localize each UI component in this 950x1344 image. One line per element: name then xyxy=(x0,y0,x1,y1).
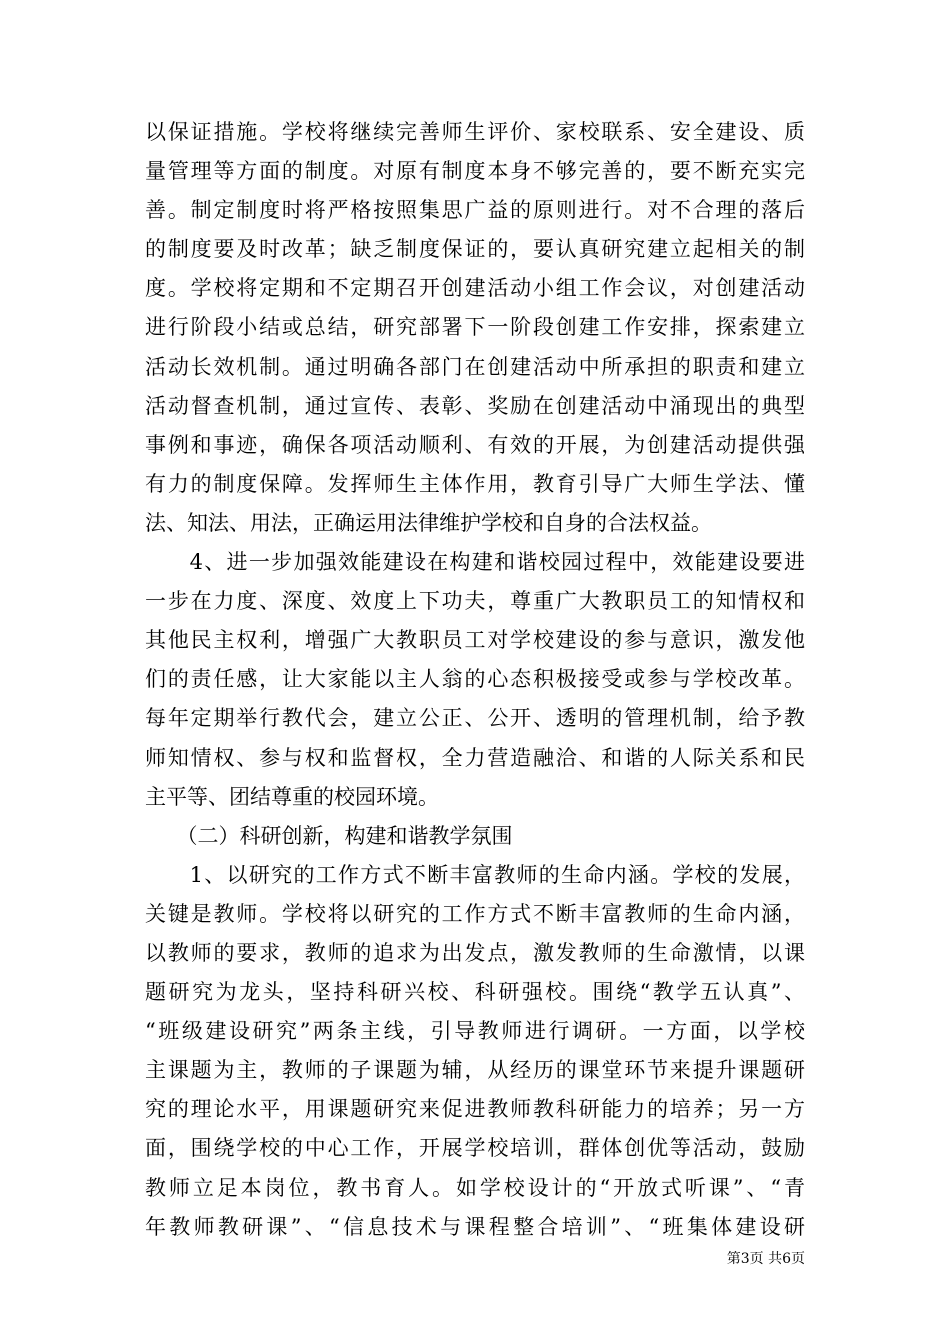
body-line-3: 善。制定制度时将严格按照集思广益的原则进行。对不合理的落后 xyxy=(145,198,805,222)
body-line-27: 面，围绕学校的中心工作，开展学校培训，群体创优等活动，鼓励 xyxy=(145,1136,805,1160)
body-line-6: 进行阶段小结或总结，研究部署下一阶段创建工作安排，探索建立 xyxy=(145,315,805,339)
body-line-9: 事例和事迹，确保各项活动顺利、有效的开展，为创建活动提供强 xyxy=(145,433,805,457)
body-line-29: 年教师教研课”、“信息技术与课程整合培训”、“班集体建设研 xyxy=(145,1215,805,1239)
body-line-8: 活动督查机制，通过宣传、表彰、奖励在创建活动中涌现出的典型 xyxy=(145,394,805,418)
body-line-12: 4、进一步加强效能建设在构建和谐校园过程中，效能建设要进 xyxy=(145,550,805,574)
body-line-20: 1、以研究的工作方式不断丰富教师的生命内涵。学校的发展， xyxy=(145,863,805,887)
body-line-21: 关键是教师。学校将以研究的工作方式不断丰富教师的生命内涵， xyxy=(145,902,805,926)
body-line-15: 们的责任感，让大家能以主人翁的心态积极接受或参与学校改革。 xyxy=(145,667,805,691)
page-number-footer: 第3页 共6页 xyxy=(726,1251,805,1267)
body-line-26: 究的理论水平，用课题研究来促进教师教科研能力的培养；另一方 xyxy=(145,1097,805,1121)
body-line-22: 以教师的要求，教师的追求为出发点，激发教师的生命激情，以课 xyxy=(145,941,805,965)
body-line-16: 每年定期举行教代会，建立公正、公开、透明的管理机制，给予教 xyxy=(145,706,805,730)
body-line-17: 师知情权、参与权和监督权，全力营造融洽、和谐的人际关系和民 xyxy=(145,746,805,770)
body-line-14: 其他民主权利，增强广大教职员工对学校建设的参与意识，激发他 xyxy=(145,628,805,652)
body-line-25: 主课题为主，教师的子课题为辅，从经历的课堂环节来提升课题研 xyxy=(145,1058,805,1082)
body-line-23: 题研究为龙头，坚持科研兴校、科研强校。围绕“教学五认真”、 xyxy=(145,980,805,1004)
body-line-4: 的制度要及时改革；缺乏制度保证的，要认真研究建立起相关的制 xyxy=(145,237,805,261)
body-line-5: 度。学校将定期和不定期召开创建活动小组工作会议，对创建活动 xyxy=(145,276,805,300)
body-line-7: 活动长效机制。通过明确各部门在创建活动中所承担的职责和建立 xyxy=(145,355,805,379)
body-line-1: 以保证措施。学校将继续完善师生评价、家校联系、安全建设、质 xyxy=(145,120,805,144)
body-line-13: 一步在力度、深度、效度上下功夫，尊重广大教职员工的知情权和 xyxy=(145,589,805,613)
body-line-28: 教师立足本岗位，教书育人。如学校设计的“开放式听课”、“青 xyxy=(145,1176,805,1200)
body-line-11: 法、知法、用法，正确运用法律维护学校和自身的合法权益。 xyxy=(145,511,712,535)
section-heading: （二）科研创新，构建和谐教学氛围 xyxy=(145,824,513,848)
body-line-2: 量管理等方面的制度。对原有制度本身不够完善的，要不断充实完 xyxy=(145,159,805,183)
body-line-24: “班级建设研究”两条主线，引导教师进行调研。一方面，以学校 xyxy=(145,1019,805,1043)
body-line-10: 有力的制度保障。发挥师生主体作用，教育引导广大师生学法、懂 xyxy=(145,472,805,496)
body-line-18: 主平等、团结尊重的校园环境。 xyxy=(145,785,439,809)
